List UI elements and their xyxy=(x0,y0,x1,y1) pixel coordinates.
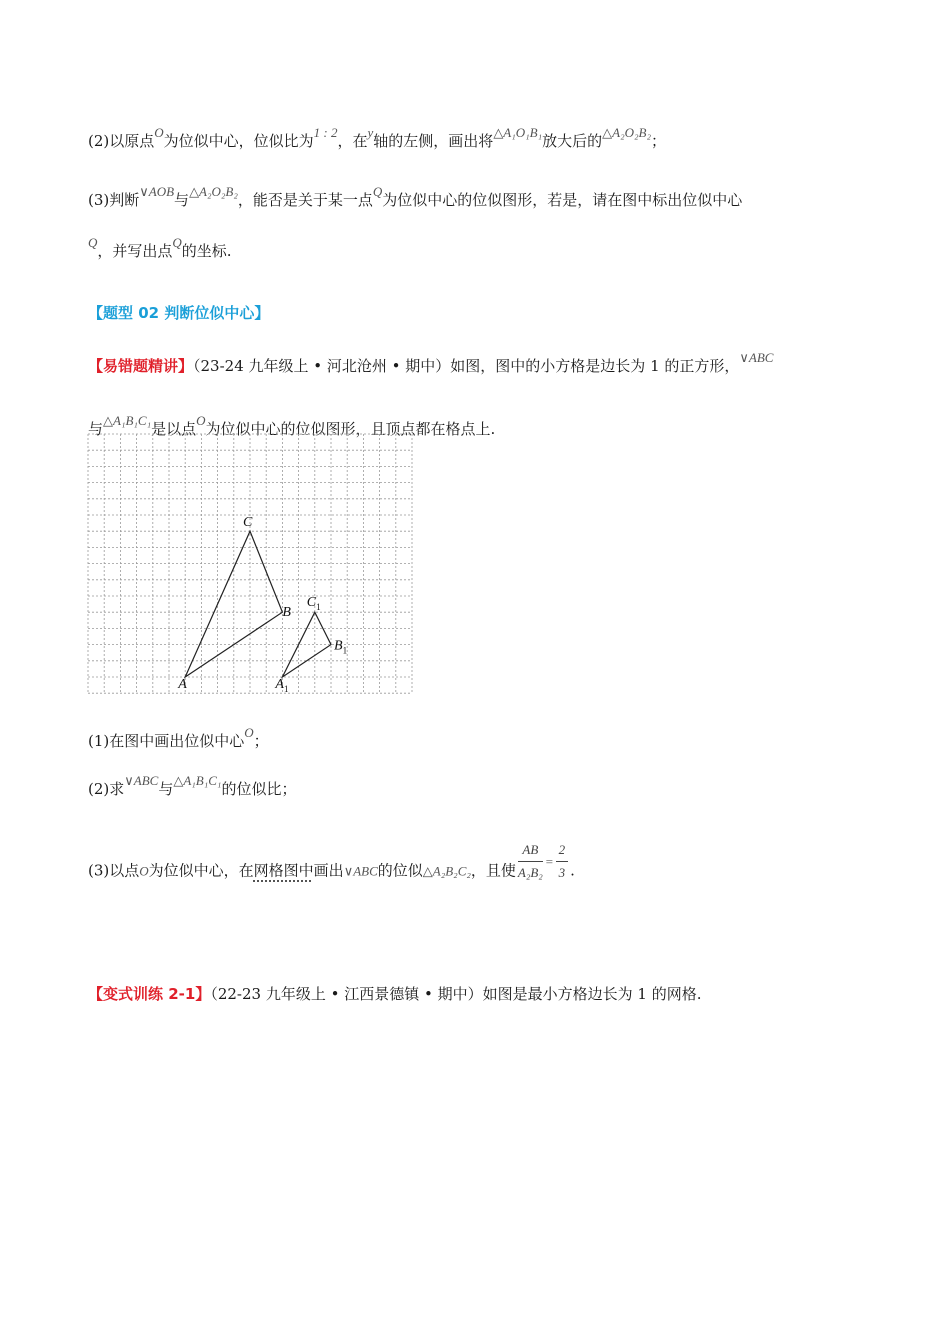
section-heading: 【题型 02 判断位似中心】 xyxy=(88,304,270,322)
sub-question-1: (1)在图中画出位似中心O； xyxy=(88,725,269,750)
vertex-label-B: B xyxy=(282,605,291,621)
triangle-AOB: ∨AOB xyxy=(139,184,175,199)
variant-training: 【变式训练 2-1】（22-23 九年级上 • 江西景德镇 • 期中）如图是最小方格边长为 1 的网格. xyxy=(88,985,702,1003)
question-2: (2)以原点O为位似中心，位似比为1 : 2，在y轴的左侧，画出将△A₁O₁B₁放大后的△A₂O₂B₂； xyxy=(88,125,666,150)
example-tag: 【易错题精讲】 xyxy=(88,357,194,375)
triangle-A1B1C1: △A₁B₁C₁ xyxy=(103,413,152,428)
vertex-label-A: A xyxy=(178,677,187,692)
triangle-A2B2C2: △A₂B₂C₂ xyxy=(422,863,471,879)
triangle-A1O1B1: △A₁O₁B₁ xyxy=(493,125,543,140)
triangle-ABC: ∨ABC xyxy=(343,863,378,879)
fraction-2-3: $\frac{2}{3}$ xyxy=(556,839,569,884)
question-3-line2: Q，并写出点Q的坐标. xyxy=(88,235,232,260)
vertex-label-B1: $B_1$ xyxy=(334,638,348,656)
vertex-label-C1: $C_1$ xyxy=(306,595,321,613)
sub-question-2: (2)求∨ABC与△A₁B₁C₁的位似比； xyxy=(88,773,297,798)
example-line2: 与△A₁B₁C₁是以点O为位似中心的位似图形，且顶点都在格点上. xyxy=(88,413,496,438)
emphasis-grid: 网格图中 xyxy=(253,861,314,880)
triangle-ABC: ∨ABC xyxy=(124,773,159,788)
triangle-A2O2B2: △A₂O₂B₂ xyxy=(189,184,238,199)
var-Q: Q xyxy=(372,184,383,199)
sub-question-3: (3)以点O为位似中心，在网格图中画出∨ABC的位似△A₂B₂C₂，且使 $\frac{AB}{\text{A₂B₂}}$ = $\frac{2}{3}$ . xyxy=(88,849,575,894)
var-Q: Q xyxy=(88,235,98,250)
var-O: O xyxy=(154,125,164,140)
grid-lines xyxy=(88,434,412,693)
question-3-line1: (3)判断∨AOB与△A₂O₂B₂，能否是关于某一点Q为位似中心的位似图形，若是，请在图中标出位似中心 xyxy=(88,184,743,209)
triangle-ABC: ∨ABC xyxy=(739,350,774,365)
var-O: O xyxy=(196,413,206,428)
vertex-label-A1: $A_1$ xyxy=(275,677,289,694)
ratio-expr: 1 : 2 xyxy=(313,125,338,140)
var-y: y xyxy=(367,125,374,140)
var-O: O xyxy=(244,725,254,740)
variant-tag: 【变式训练 2-1】 xyxy=(88,985,211,1003)
vertex-labels xyxy=(177,515,347,694)
var-O: O xyxy=(139,863,149,879)
triangle-A2O2B2: △A₂O₂B₂ xyxy=(602,125,651,140)
var-Q: Q xyxy=(172,235,182,250)
equals-sign: = xyxy=(544,853,554,869)
triangle-A1B1C1: △A₁B₁C₁ xyxy=(173,773,222,788)
vertex-label-C: C xyxy=(243,515,253,531)
fraction-AB-over-A2B2: $\frac{AB}{\text{A₂B₂}}$ xyxy=(518,839,543,884)
grid-figure xyxy=(87,433,413,703)
example-line1: 【易错题精讲】（23-24 九年级上 • 河北沧州 • 期中）如图，图中的小方格是边长为 1 的正方形，∨ABC xyxy=(88,350,774,375)
